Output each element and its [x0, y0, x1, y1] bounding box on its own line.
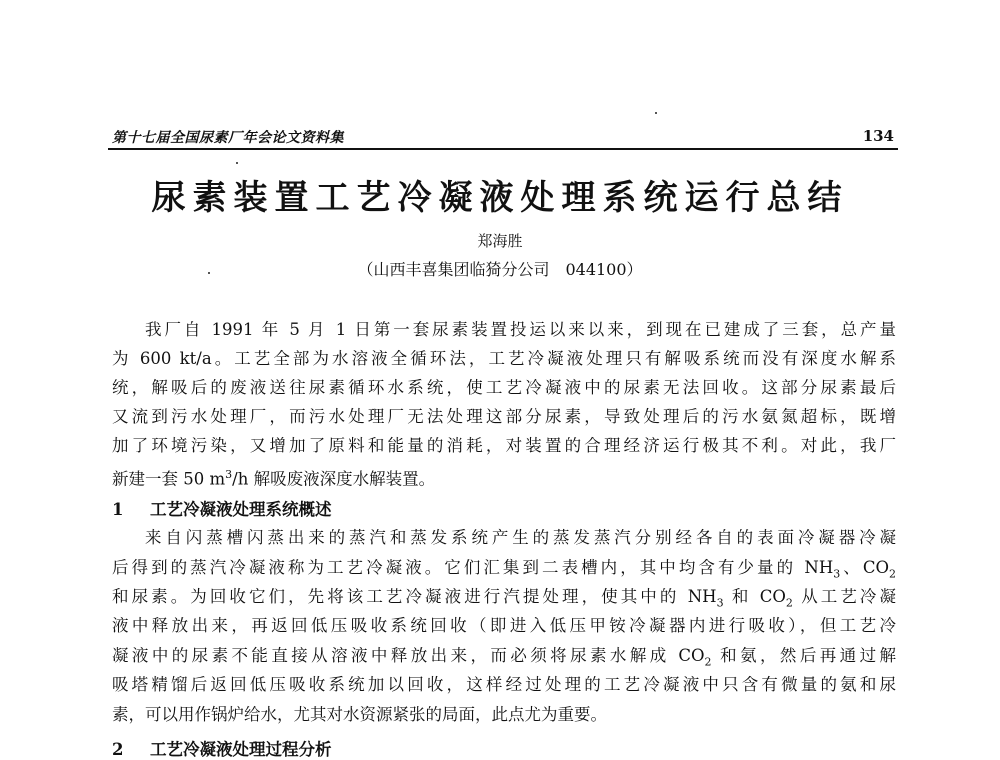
- section-number: 2: [112, 740, 124, 759]
- paragraph-line: 统，解吸后的废液送往尿素循环水系统，使工艺冷凝液中的尿素无法回收。这部分尿素最后: [112, 378, 896, 397]
- paragraph-line: 吸塔精馏后返回低压吸收系统加以回收，这样经过处理的工艺冷凝液中只含有微量的氨和尿: [112, 675, 896, 694]
- section-title: 工艺冷凝液处理过程分析: [150, 740, 332, 759]
- scan-speck: [655, 112, 657, 114]
- paragraph-line: 液中释放出来，再返回低压吸收系统回收（即进入低压甲铵冷凝器内进行吸收），但工艺冷: [112, 616, 896, 635]
- paragraph-line: 凝液中的尿素不能直接从溶液中释放出来，而必须将尿素水解成 $CO_2$ 和氨，然后再通过解: [112, 646, 896, 669]
- author-name: 郑海胜: [477, 232, 523, 250]
- section-title: 工艺冷凝液处理系统概述: [150, 500, 332, 519]
- header-rule: [108, 148, 898, 150]
- paragraph-line: 加了环境污染，又增加了原料和能量的消耗，对装置的合理经济运行极其不利。对此，我厂: [112, 436, 896, 455]
- paragraph-line: 我厂自 1991 年 5 月 1 日第一套尿素装置投运以来以来，到现在已建成了三套，总产量: [145, 320, 896, 339]
- section-number: 1: [112, 500, 124, 519]
- scan-speck: [236, 162, 238, 164]
- journal-name: 第十七届全国尿素厂年会论文资料集: [112, 130, 344, 146]
- paragraph-line: 新建一套 50 $m^3/h$ 解吸废液深度水解装置。: [112, 468, 436, 489]
- page-number: 134: [862, 127, 894, 145]
- paragraph-line: 又流到污水处理厂，而污水处理厂无法处理这部分尿素，导致处理后的污水氨氮超标，既增: [112, 407, 896, 426]
- section-heading-1: [112, 496, 332, 520]
- paragraph-line: 后得到的蒸汽冷凝液称为工艺冷凝液。它们汇集到二表槽内，其中均含有少量的 $NH_3$、$CO_2$: [112, 558, 896, 581]
- author-affiliation: （山西丰喜集团临猗分公司 044100）: [357, 260, 643, 279]
- paragraph-line: 来自闪蒸槽闪蒸出来的蒸汽和蒸发系统产生的蒸发蒸汽分别经各自的表面冷凝器冷凝: [145, 528, 896, 547]
- paragraph-line: 素，可以用作锅炉给水，尤其对水资源紧张的局面，此点尤为重要。: [112, 705, 607, 724]
- section-heading-2: [112, 736, 332, 760]
- paragraph-line: 和尿素。为回收它们，先将该工艺冷凝液进行汽提处理，使其中的 $NH_3$ 和 $CO_2$ 从工艺冷凝: [112, 587, 896, 610]
- paper-title: 尿素装置工艺冷凝液处理系统运行总结: [151, 178, 849, 218]
- paragraph-line: 为 600 kt/a。工艺全部为水溶液全循环法，工艺冷凝液处理只有解吸系统而没有深度水解系: [112, 349, 896, 368]
